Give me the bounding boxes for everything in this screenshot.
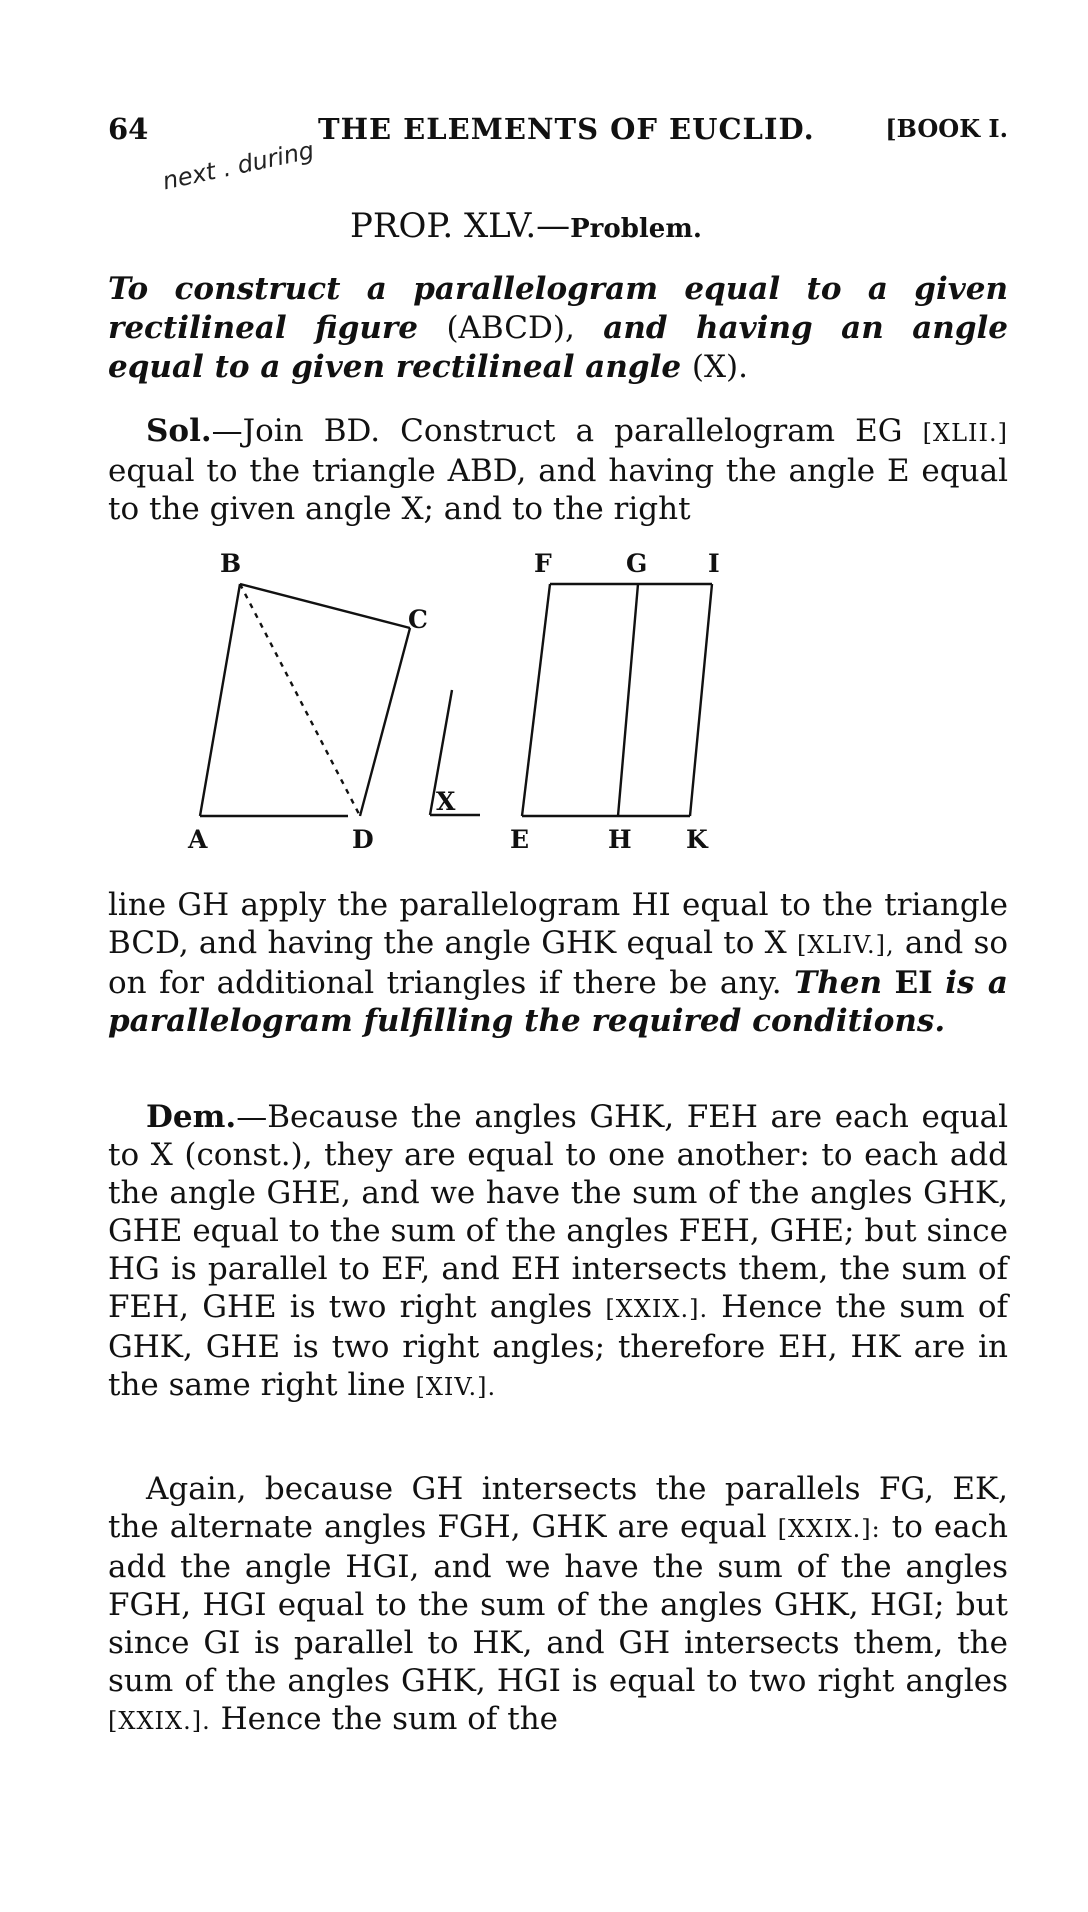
line-gh (618, 584, 638, 816)
label-x: X (436, 787, 456, 816)
continuation-text-1: line GH apply the parallelogram HI equal to the triangle BCD, and having the angle GHK equal to X (108, 887, 1008, 961)
line-ik (690, 584, 712, 816)
label-f: F (534, 549, 552, 578)
book-label: [BOOK I. (885, 114, 1008, 143)
label-h: H (608, 825, 632, 854)
angle-reference: (X). (691, 349, 748, 385)
continuation-ref-xliv: [XLIV.], (797, 931, 895, 959)
page-number: 64 (108, 112, 149, 146)
again-ref-xxix-2: [XXIX.]. (108, 1707, 211, 1735)
quadrilateral-abcd (200, 584, 410, 816)
label-i: I (708, 549, 720, 578)
diagonal-bd (240, 584, 360, 816)
again-text-2: to each add the angle HGI, and we have the sum of the angles FGH, HGI equal to the sum of the angles GHK, HGI; but since GI is parallel to HK, and GH intersects them, the sum of the angles GHK, HGI is equal to two right angles (108, 1509, 1008, 1699)
demonstration-paragraph (108, 1098, 1008, 1406)
continuation-conclusion: is a parallelogram fulfilling the required conditions. (108, 965, 1008, 1039)
proposition-kind: Problem. (570, 214, 702, 244)
label-d: D (352, 825, 374, 854)
continuation-then: Then (794, 965, 883, 1001)
continuation-ei: EI (894, 965, 933, 1001)
enunciation-part2: and having an angle equal to a given rectilineal angle (108, 310, 1009, 385)
solution-lead: Sol. (146, 413, 212, 449)
solution-ref-xlii: [XLII.] (922, 419, 1008, 447)
parallelograms-eg-hi (522, 584, 712, 816)
again-ref-xxix-1: [XXIX.]: (777, 1515, 881, 1543)
continuation-paragraph (108, 886, 1008, 1040)
running-header (108, 112, 1008, 152)
demonstration-text-2: Hence the sum of GHK, GHE is two right angles; therefore EH, HK are in the same right line (108, 1289, 1008, 1403)
solution-paragraph (108, 412, 1008, 528)
demonstration-text-1: —Because the angles GHK, FEH are each equal to X (const.), they are equal to one another: to each add the angle GHE, and we have the sum of the angles GHK, GHE equal to the sum of the angles FEH, GHE; but since HG is parallel to EF, and EH intersects them, the sum of FEH, GHE is two right angles (108, 1099, 1008, 1325)
demonstration-lead: Dem. (146, 1099, 237, 1135)
demonstration-ref-xiv: [XIV.]. (415, 1373, 497, 1401)
proposition-title: PROP. XLV.— (350, 206, 571, 246)
again-text-3: Hence the sum of the (220, 1701, 559, 1737)
enunciation-part1: To construct a parallelogram equal to a given rectilineal figure (108, 271, 1008, 346)
solution-text-2: equal to the triangle ABD, and having the angle E equal to the given angle X; and to the right (108, 453, 1008, 527)
again-text-1: Again, because GH intersects the parallels FG, EK, the alternate angles FGH, GHK are equal (108, 1471, 1008, 1545)
line-cd (360, 628, 410, 816)
label-g: G (626, 549, 648, 578)
enunciation (108, 270, 1008, 387)
label-b: B (220, 549, 242, 578)
line-bc (240, 584, 410, 628)
continuation-text-2: and so on for additional triangles if there be any. (108, 925, 1009, 1001)
running-title: THE ELEMENTS OF EUCLID. (318, 112, 815, 146)
solution-text-1: —Join BD. Construct a parallelogram EG (211, 413, 903, 449)
demonstration-ref-xxix: [XXIX.]. (605, 1295, 709, 1323)
line-fe (522, 584, 550, 816)
label-c: C (408, 605, 428, 634)
again-paragraph (108, 1470, 1008, 1740)
figure-reference: (ABCD), (446, 310, 575, 346)
geometric-figure (180, 548, 920, 858)
proposition-heading (350, 206, 702, 246)
label-a: A (188, 825, 208, 854)
line-ba (200, 584, 240, 816)
label-e: E (510, 825, 530, 854)
handwritten-annotation: next . during (160, 136, 317, 196)
label-k: K (686, 825, 708, 854)
